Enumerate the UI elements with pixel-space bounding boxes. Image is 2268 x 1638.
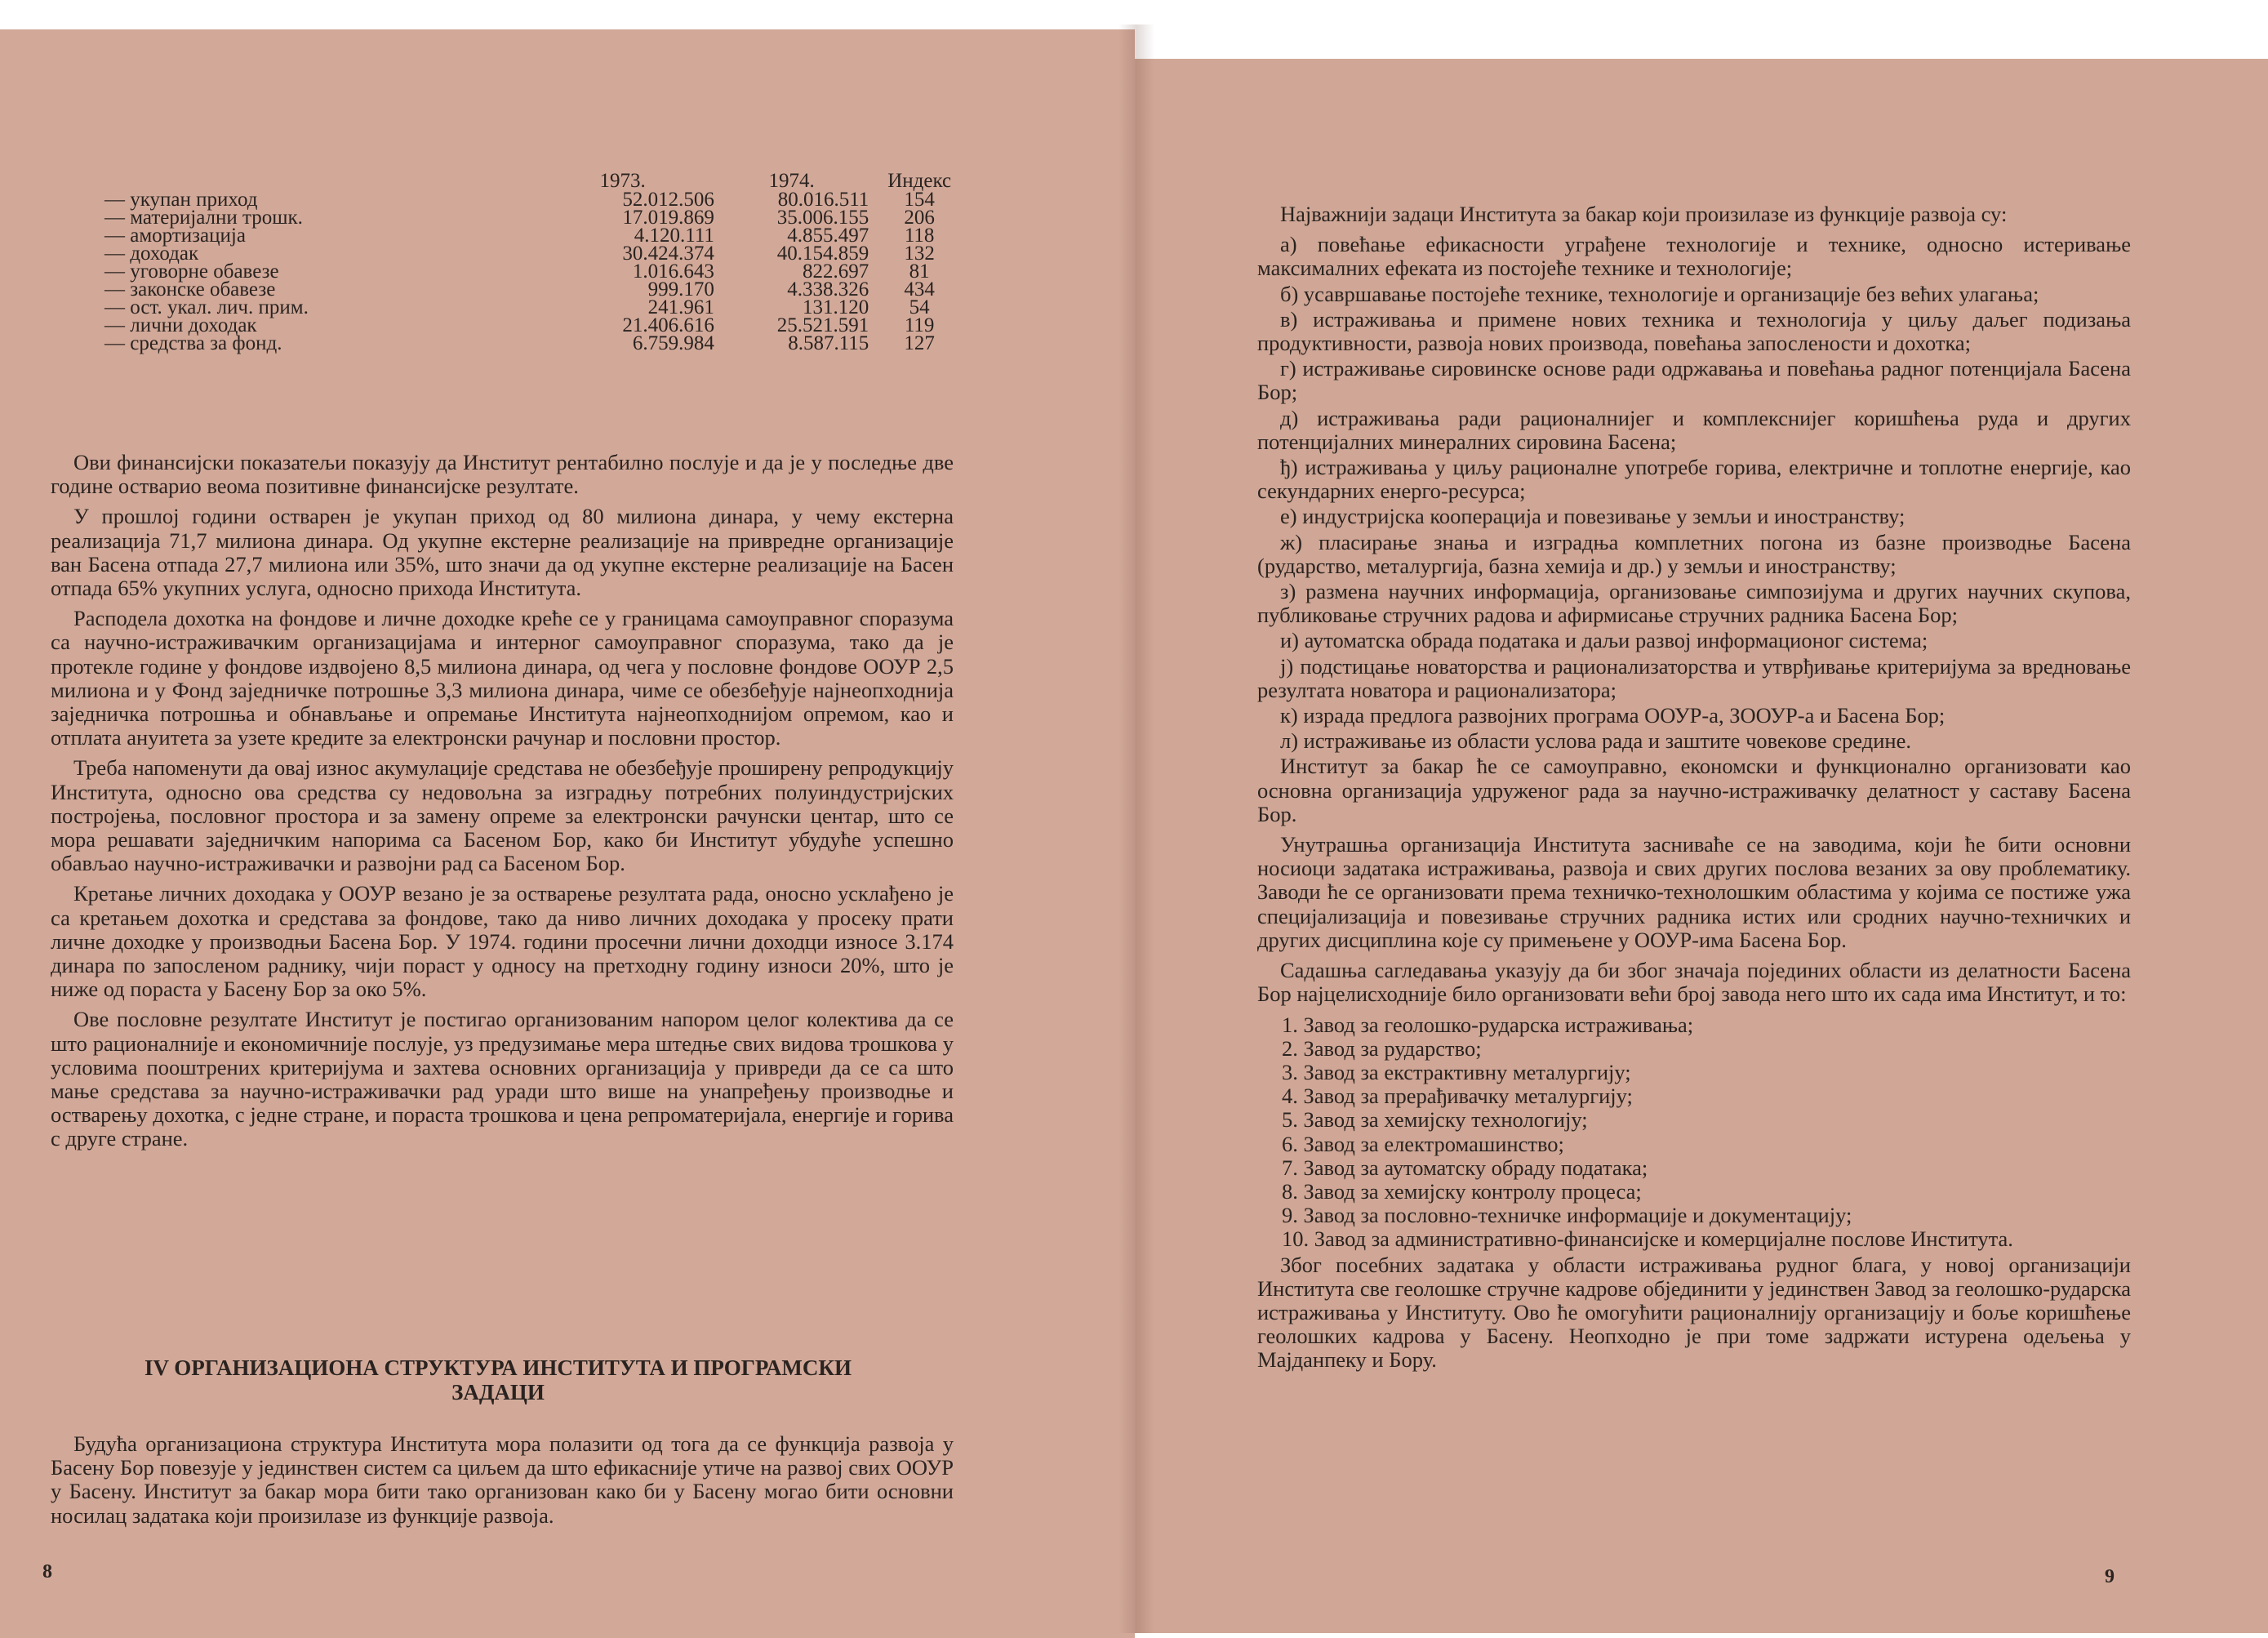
row-label: — доходак bbox=[105, 243, 199, 265]
paragraph: Институт за бакар ће се самоуправно, економски и функционално организовати као основна организација удруженог рада за научно-истраживачку делатност у саставу Басена Бор. bbox=[1257, 754, 2131, 826]
task-item: б) усавршавање постојеће технике, технологије и организације без већих улагања; bbox=[1280, 281, 2039, 306]
closing-paragraph: Због посебних задатака у области истраживања рудног блага, у новој организацији Института све геолошке стручне кадрове објединити у јединствен Завод за геолошко-рударска истраживања у Институту. Ово ће омогућити рационалнију организацију и боље коришћење геолошких кадрова у Басену. Неопходно је при томе задржати истурена одељења у Мајданпеку и Бору. bbox=[1257, 1252, 2131, 1373]
value-index: 119 bbox=[904, 314, 935, 336]
list-item: 6. Завод за електромашинство; bbox=[1282, 1131, 1564, 1156]
value-1974: 40.154.859 bbox=[776, 243, 869, 265]
task-item: а) повећање ефикасности уграђене технологије и технике, односно истеривање максималних ефеката из постојеће технике и технологије; bbox=[1257, 232, 2131, 281]
value-1973: 4.120.111 bbox=[634, 225, 714, 247]
row-label: — лични доходак bbox=[105, 314, 257, 336]
value-1974: 25.521.591 bbox=[776, 314, 869, 336]
row-label: — укупан приход bbox=[105, 189, 258, 211]
row-label: — законске обавезе bbox=[105, 278, 276, 300]
value-index: 154 bbox=[904, 189, 935, 211]
column-header-1974: 1974. bbox=[768, 170, 815, 192]
value-1974: 4.338.326 bbox=[787, 278, 869, 300]
left-body-text bbox=[51, 451, 954, 1158]
task-item: к) израда предлога развојних програма ООУР-а, ЗООУР-а и Басена Бор; bbox=[1280, 703, 1946, 728]
column-header-index: Индекс bbox=[887, 170, 952, 192]
paragraph: Будућа организациона структура Института мора полазити од тога да се функција развоја у Басену Бор повезује у јединствен систем са циљем да што ефикасније утиче на развој свих ООУР у Басену. Институт за бакар мора бити тако организован како би у Басену могао бити основни носилац задатака који произилазе из функције развоја. bbox=[51, 1431, 954, 1528]
value-1973: 17.019.869 bbox=[622, 207, 714, 229]
value-index: 81 bbox=[909, 260, 930, 283]
value-1974: 822.697 bbox=[803, 260, 869, 283]
right-body-text bbox=[1257, 203, 2131, 1379]
value-1973: 1.016.643 bbox=[632, 260, 714, 283]
value-1974: 4.855.497 bbox=[787, 225, 869, 247]
value-1973: 30.424.374 bbox=[622, 243, 714, 265]
section-body-text bbox=[51, 1432, 954, 1534]
list-item: 3. Завод за екстрактивну металургију; bbox=[1282, 1059, 1631, 1084]
value-index: 434 bbox=[904, 278, 935, 300]
row-label: — материјални трошк. bbox=[105, 207, 303, 229]
task-item: л) истраживање из области услова рада и заштите човекове средине. bbox=[1280, 728, 1911, 754]
row-label: — средства за фонд. bbox=[105, 332, 282, 354]
task-item: з) размена научних информација, организовање симпозијума и других научних скупова, публиковање стручних радова и афирмисање стручних радника Басена Бор; bbox=[1257, 579, 2131, 628]
task-item: е) индустријска кооперација и повезивање у земљи и иностранству; bbox=[1280, 504, 1906, 529]
value-1973: 52.012.506 bbox=[622, 189, 714, 211]
intro-paragraph: Најважнији задаци Института за бакар који произилазе из функције развоја су: bbox=[1280, 202, 2008, 226]
paragraph: Треба напоменути да овај износ акумулације средстава не обезбеђује проширену репродукцију Института, односно ова средства су недовољна за изградњу потребних полуиндустријских постројења, пословног простора и за замену опреме за електронски рачунски центар, што се мора решавати заједничким напорима са Басеном Бор, како би Институт убудуће успешно обављао научно-истраживачки и развојни рад са Басеном Бор. bbox=[51, 755, 954, 876]
task-item: г) истраживање сировинске основе ради одржавања и повећања радног потенцијала Басена Бор; bbox=[1257, 356, 2131, 405]
value-1973: 999.170 bbox=[647, 278, 714, 300]
book-gutter bbox=[1118, 24, 1154, 1633]
list-item: 10. Завод за административно-финансијске и комерцијалне послове Института. bbox=[1282, 1226, 2013, 1252]
paragraph: У прошлој години остварен је укупан приход од 80 милиона динара, у чему екстерна реализација 71,7 милиона динара. Од укупне екстерне реализације на привредне организације ван Басена отпада 27,7 милиона или 35%, што значи да од укупне екстерне реализације на Басен отпада 65% укупних услуга, односно прихода Института. bbox=[51, 504, 954, 601]
row-label: — уговорне обавезе bbox=[105, 260, 279, 283]
value-1974: 131.120 bbox=[803, 296, 869, 318]
value-index: 127 bbox=[904, 332, 935, 354]
paragraph: Унутрашња организација Института засниваће се на заводима, који ће бити основни носиоци задатака истраживања, развоја и свих других послова везаних за ову проблематику. Заводи ће се организовати према техничко-технолошким областима у којима се постиже ужа специјализација и повезивање стручних радника истих или сродних научно-техничких и других дисциплина које су примењене у ООУР-има Басена Бор. bbox=[1257, 832, 2131, 952]
value-1973: 21.406.616 bbox=[622, 314, 714, 336]
task-item: ж) пласирање знања и изградња комплетних погона из базне производње Басена (рударство, металургија, базна хемија и др.) у земљи и иностранству; bbox=[1257, 529, 2131, 578]
value-index: 132 bbox=[904, 243, 935, 265]
task-item: в) истраживања и примене нових техника и технологија у циљу даљег подизања продуктивности, развоја нових производа, повећања запослености и дохотка; bbox=[1257, 306, 2131, 356]
institute-list bbox=[1257, 1013, 2131, 1252]
paragraph: Ови финансијски показатељи показују да Институт рентабилно послује и да је у последње две године остварио веома позитивне финансијске резултате. bbox=[51, 450, 954, 499]
value-1974: 35.006.155 bbox=[776, 207, 869, 229]
paragraph: Кретање личних доходака у ООУР везано је за остварење резултата рада, оносно усклађено је са кретањем дохотка и средстава за фондове, тако да ниво личних доходака у просеку прати личне доходке у производњи Басена Бор. У 1974. години просечни лични доходци износе 3.174 динара по запосленом раднику, чији пораст у односу на претходну годину износи 20%, што је ниже од пораста у Басену Бор за око 5%. bbox=[51, 881, 954, 1002]
paragraph: Ове пословне резултате Институт је постигао организованим напором целог колектива да се што рационалније и економичније послује, уз предузимање мера штедње свих видова трошкова у условима пооштрених критеријума и захтева основних организација у привреди да се са што мање средстава за научно-истраживачки рад уради што више на унапређењу производње и остварењу дохотка, с једне стране, и пораста трошкова и цена репроматеријала, енергије и горива с друге стране. bbox=[51, 1007, 954, 1151]
row-label: — ост. укал. лич. прим. bbox=[105, 296, 309, 318]
paragraph: Садашња сагледавања указују да би због значаја појединих области из делатности Басена Бор најцелисходније било организовати већи број завода него што их сада има Институт, и то: bbox=[1257, 958, 2131, 1007]
row-label: — амортизација bbox=[105, 225, 246, 247]
background bbox=[1135, 0, 2268, 59]
value-1973: 6.759.984 bbox=[632, 332, 714, 354]
list-item: 7. Завод за аутоматску обраду података; bbox=[1282, 1155, 1648, 1180]
list-item: 1. Завод за геолошко-рударска истраживања; bbox=[1282, 1012, 1694, 1037]
list-item: 9. Завод за пословно-техничке информације и документацију; bbox=[1282, 1203, 1852, 1228]
list-item: 8. Завод за хемијску контролу процеса; bbox=[1282, 1178, 1642, 1204]
financial-table bbox=[105, 171, 970, 353]
task-item: д) истраживања ради рационалнијег и комплекснијег коришћења руда и других потенцијалних минералних сировина Басена; bbox=[1257, 405, 2131, 454]
value-index: 54 bbox=[909, 296, 930, 318]
value-index: 118 bbox=[904, 225, 935, 247]
paragraph: Расподела дохотка на фондове и личне доходке креће се у границама самоуправног споразума са научно-истраживачким организацијама и интерног самоуправног споразума, тако да је протекле године у фондове издвојено 8,5 милиона динара, од чега у пословне фондове ООУР 2,5 милиона и у Фонд заједничке потрошње 3,3 милиона динара, чиме се обезбеђује најнеопходнија заједничка потрошња и обнављање и опремање Института најнеопходнијом опремом, као и отплата ануитета за узете кредите за електронски рачунар и пословни простор. bbox=[51, 606, 954, 750]
list-item: 2. Завод за рударство; bbox=[1282, 1035, 1482, 1061]
list-item: 4. Завод за прерађивачку металургију; bbox=[1282, 1084, 1633, 1109]
page-number-left: 8 bbox=[42, 1561, 52, 1582]
task-item: ј) подстицање новаторства и рационализаторства и утврђивање критеријума за вредновање резултата новатора и рационализатора; bbox=[1257, 653, 2131, 702]
column-header-1973: 1973. bbox=[599, 170, 646, 192]
page-number-right: 9 bbox=[2105, 1566, 2115, 1587]
section-heading: IV ОРГАНИЗАЦИОНА СТРУКТУРА ИНСТИТУТА И ПРОГРАМСКИ ЗАДАЦИ bbox=[145, 1355, 852, 1404]
value-1973: 241.961 bbox=[647, 296, 714, 318]
table-row bbox=[105, 335, 970, 353]
value-1974: 80.016.511 bbox=[777, 189, 869, 211]
list-item: 5. Завод за хемијску технологију; bbox=[1282, 1107, 1588, 1133]
value-index: 206 bbox=[904, 207, 935, 229]
task-item: ђ) истраживања у циљу рационалне употребе горива, електричне и топлотне енергије, као секундарних енерго-ресурса; bbox=[1257, 455, 2131, 504]
task-item: и) аутоматска обрада података и даљи развој информационог система; bbox=[1280, 628, 1928, 653]
value-1974: 8.587.115 bbox=[788, 332, 869, 354]
